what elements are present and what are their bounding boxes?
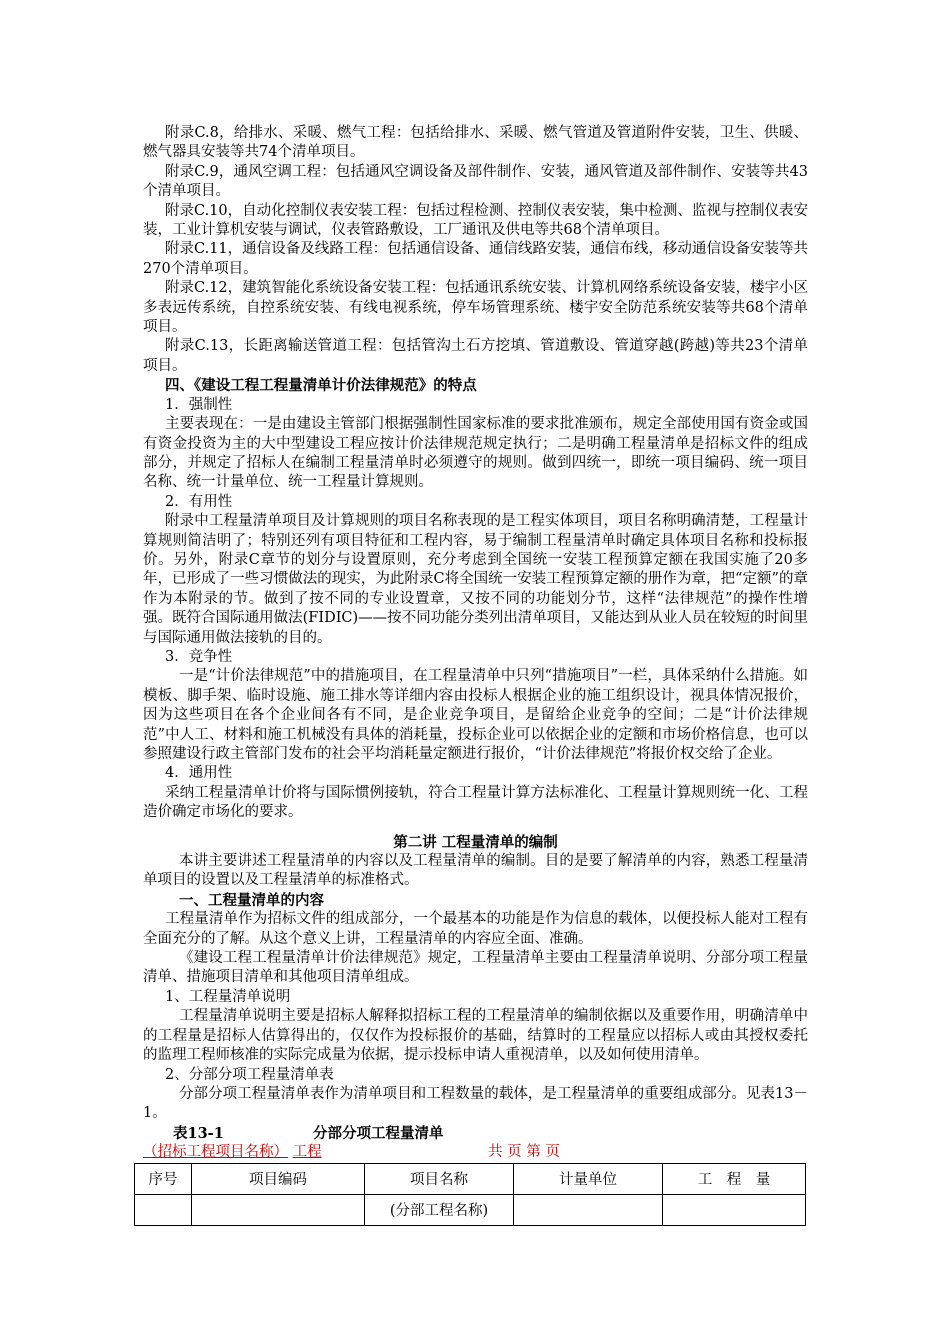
table-cell bbox=[663, 1194, 806, 1225]
paragraph: 附录中工程量清单项目及计算规则的项目名称表现的是工程实体项目，项目名称明确清楚，工程量计算规则简洁明了；特别还列有项目特征和工程内容，易于编制工程量清单时确定具体项目名称和投标报价。另外，附录C章节的划分与设置原则，充分考虑到全国统一安装工程预算定额在我国实施了20多年，已形成了一些习惯做法的现实，为此附录C将全国统一安装工程预算定额的册作为章，把“定额”的章作为本附录的节。做到了按不同的专业设置章，又按不同的功能划分节，这样“法律规范”的操作性增强。既符合国际通用做法(FIDIC)——按不同功能分类列出清单项目，又能达到从业人员在较短的时间里与国际通用做法接轨的目的。 bbox=[143, 513, 808, 646]
header-quantity: 工 程 量 bbox=[663, 1163, 806, 1194]
paragraph: 1．强制性 bbox=[165, 396, 233, 413]
section-heading: 一、工程量清单的内容 bbox=[179, 891, 324, 909]
document-page bbox=[143, 124, 808, 1226]
section-heading: 第二讲 工程量清单的编制 bbox=[393, 833, 558, 851]
table-cell: (分部工程名称) bbox=[365, 1194, 514, 1225]
paragraph: 一是“计价法律规范”中的措施项目，在工程量清单中只列“措施项目”一栏，具体采纳什么措施。如模板、脚手架、临时设施、施工排水等详细内容由投标人根据企业的施工组织设计，视具体情况报价，因为这些项目在各个企业间各有不同，是企业竞争项目，是留给企业竞争的空间；二是“计价法律规范”中人工、材料和施工机械没有具体的消耗量，投标企业可以依据企业的定额和市场价格信息，也可以参照建设行政主管部门发布的社会平均消耗量定额进行报价，“计价法律规范”将报价权交给了企业。 bbox=[143, 668, 808, 762]
table-cell bbox=[514, 1194, 663, 1225]
bill-of-quantities-table bbox=[134, 1163, 806, 1226]
body-text bbox=[143, 124, 808, 1124]
page-count: 共 页 第 页 bbox=[488, 1143, 560, 1160]
paragraph: 附录C.8，给排水、采暖、燃气工程：包括给排水、采暖、燃气管道及管道附件安装，卫生、供暖、燃气器具安装等共74个清单项目。 bbox=[143, 125, 808, 161]
header-index: 序号 bbox=[135, 1163, 192, 1194]
table-number: 表13-1 bbox=[173, 1124, 224, 1142]
header-item-code: 项目编码 bbox=[192, 1163, 365, 1194]
paragraph: 附录C.13，长距离输送管道工程：包括管沟土石方挖填、管道敷设、管道穿越(跨越)等共23个清单项目。 bbox=[143, 338, 808, 374]
table-header-row bbox=[135, 1163, 806, 1194]
table-title: 分部分项工程量清单 bbox=[313, 1124, 444, 1142]
paragraph: 附录C.12，建筑智能化系统设备安装工程：包括通讯系统安装、计算机网络系统设备安装，楼宇小区多表远传系统，自控系统安装、有线电视系统，停车场管理系统、楼宇安全防范系统安装等共68个清单项目。 bbox=[143, 280, 808, 336]
paragraph: 本讲主要讲述工程量清单的内容以及工程量清单的编制。目的是要了解清单的内容，熟悉工程量清单项目的设置以及工程量清单的标准格式。 bbox=[143, 853, 808, 889]
table-cell bbox=[192, 1194, 365, 1225]
section-heading: 四、《建设工程工程量清单计价法律规范》的特点 bbox=[165, 377, 477, 395]
project-line bbox=[143, 1143, 808, 1163]
header-item-name: 项目名称 bbox=[365, 1163, 514, 1194]
paragraph: 3．竞争性 bbox=[165, 648, 233, 665]
paragraph: 附录C.10，自动化控制仪表安装工程：包括过程检测、控制仪表安装，集中检测、监视与控制仪表安装，工业计算机安装与调试，仪表管路敷设，工厂通讯及供电等共68个清单项目。 bbox=[143, 202, 808, 239]
project-name: （招标工程项目名称） bbox=[143, 1143, 288, 1160]
table-caption bbox=[143, 1124, 808, 1143]
project-suffix: 工程 bbox=[292, 1143, 322, 1160]
paragraph: 主要表现在：一是由建设主管部门根据强制性国家标准的要求批准颁布，规定全部使用国有资金或国有资金投资为主的大中型建设工程应按计价法律规范规定执行；二是明确工程量清单是招标文件的组成部分，并规定了招标人在编制工程量清单时必须遵守的规则。做到四统一，即统一项目编码、统一项目名称、统一计量单位、统一工程量计算规则。 bbox=[143, 416, 808, 491]
paragraph: 工程量清单作为招标文件的组成部分，一个最基本的功能是作为信息的载体，以便投标人能对工程有全面充分的了解。从这个意义上讲，工程量清单的内容应全面、准确。 bbox=[143, 911, 808, 947]
paragraph: 附录C.11，通信设备及线路工程：包括通信设备、通信线路安装，通信布线，移动通信设备安装等共270个清单项目。 bbox=[143, 241, 808, 277]
spacer bbox=[143, 823, 808, 833]
paragraph: 附录C.9，通风空调工程：包括通风空调设备及部件制作、安装，通风管道及部件制作、安装等共43个清单项目。 bbox=[143, 163, 808, 200]
paragraph: 4．通用性 bbox=[165, 765, 233, 782]
table-cell bbox=[135, 1194, 192, 1225]
paragraph: 2、分部分项工程量清单表 bbox=[165, 1066, 334, 1083]
paragraph: 1、工程量清单说明 bbox=[165, 988, 291, 1005]
table-row bbox=[135, 1194, 806, 1225]
header-unit: 计量单位 bbox=[514, 1163, 663, 1194]
paragraph: 采纳工程量清单计价将与国际惯例接轨，符合工程量计算方法标准化、工程量计算规则统一化、工程造价确定市场化的要求。 bbox=[143, 784, 808, 821]
paragraph: 分部分项工程量清单表作为清单项目和工程数量的载体，是工程量清单的重要组成部分。见表13－1。 bbox=[143, 1085, 808, 1122]
paragraph: 《建设工程工程量清单计价法律规范》规定，工程量清单主要由工程量清单说明、分部分项工程量清单、措施项目清单和其他项目清单组成。 bbox=[143, 950, 808, 986]
paragraph: 工程量清单说明主要是招标人解释拟招标工程的工程量清单的编制依据以及重要作用，明确清单中的工程量是招标人估算得出的，仅仅作为投标报价的基础，结算时的工程量应以招标人或由其授权委托的监理工程师核准的实际完成量为依据，提示投标申请人重视清单，以及如何使用清单。 bbox=[143, 1008, 808, 1064]
paragraph: 2．有用性 bbox=[165, 493, 233, 510]
